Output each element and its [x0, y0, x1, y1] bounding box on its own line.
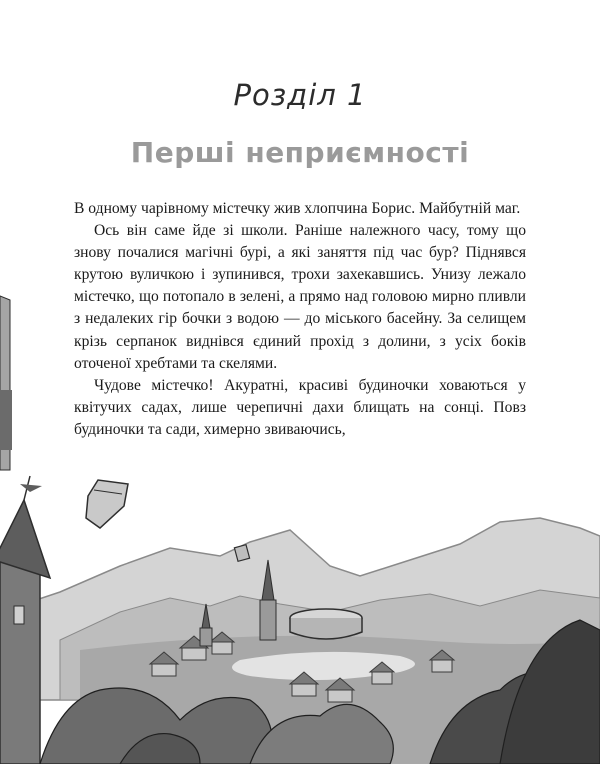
- chapter-title: Перші неприємності: [130, 136, 470, 169]
- paragraph: Чудове містечко! Акуратні, красиві будиночки ховаються у квітучих садах, лише черепичні дахи блищать на сонці. Повз будиночки та сади, химерно звиваючись,: [74, 376, 526, 438]
- left-edge-structure: [0, 296, 12, 470]
- town-pool-building: [290, 609, 362, 639]
- flying-barrel-large: [86, 480, 128, 528]
- paragraph: Ось він саме йде зі школи. Раніше належного часу, тому що знову почалися магічні бурі, а які заняття під час бур? Піднявся крутою вуличкою і зупинився, трохи захекавшись. Унизу лежало містечко, що потопало в зелені, а прямо над головою мирно пливли з недалеких гір бочки з водою — до міського басейну. За селищем крізь серпанок виднівся єдиний прохід з долини, з усіх боків оточеної хребтами та скелями.: [74, 222, 526, 372]
- chapter-number: Розділ 1: [233, 78, 367, 112]
- paragraph: В одному чарівному містечку жив хлопчина Борис. Майбутній маг.: [74, 200, 521, 217]
- body-text: [74, 198, 526, 441]
